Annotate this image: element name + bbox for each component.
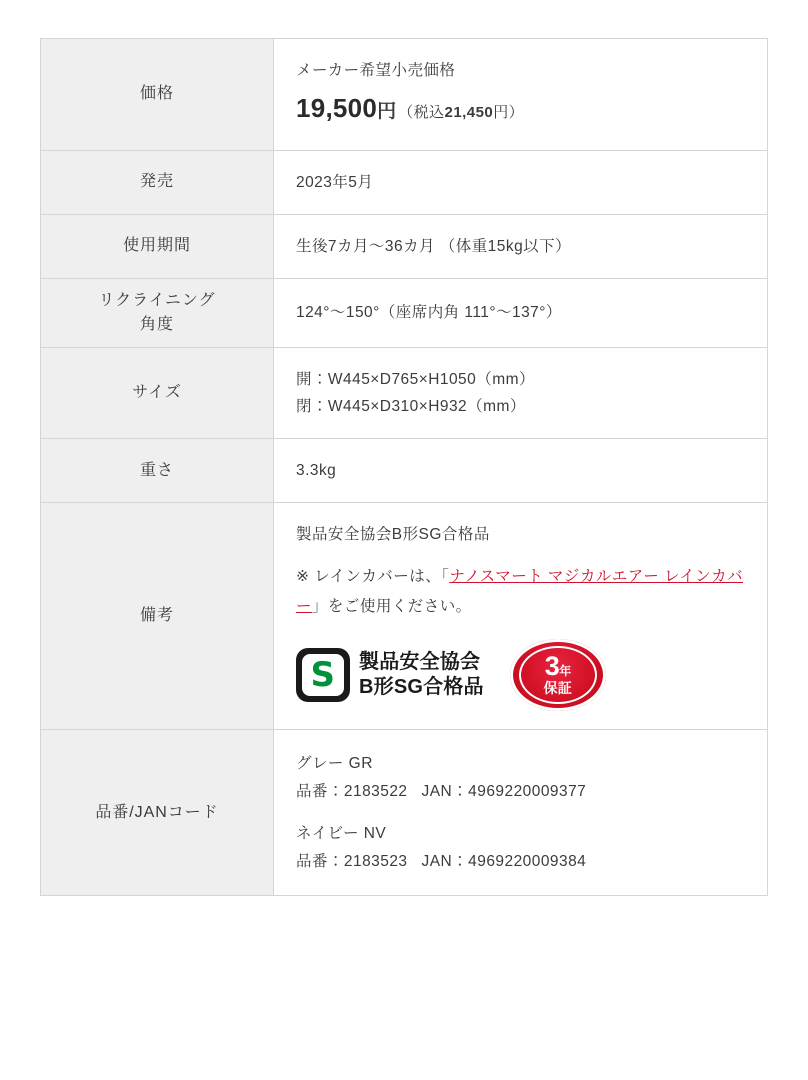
table-row-recline-angle [41, 278, 768, 347]
row-value-recline-angle: 124°〜150°（座席内角 111°〜137°） [296, 304, 562, 322]
price-currency: 円 [377, 101, 397, 123]
model-code-grey: 品番：2183522 [296, 783, 408, 801]
table-row-weight [41, 439, 768, 503]
price-tax-note [398, 104, 524, 121]
row-label-usage-period: 使用期間 [41, 214, 274, 278]
warranty-number [544, 651, 571, 682]
row-label-remarks: 備考 [41, 503, 274, 730]
row-label-price: 価格 [41, 39, 274, 151]
sg-badge-text [359, 650, 484, 701]
model-jan-grey [296, 778, 745, 805]
warranty-number-value: 3 [544, 651, 560, 682]
sg-certification-badge [296, 648, 484, 702]
warranty-badge-icon [510, 639, 606, 711]
remarks-note-suffix: 」をご使用ください。 [311, 597, 472, 615]
row-value-weight: 3.3kg [296, 462, 337, 480]
table-row-release [41, 150, 768, 214]
row-value-remarks [274, 503, 768, 730]
sg-mark-icon [296, 648, 350, 702]
price-main-line [296, 86, 745, 132]
remarks-raincover-note [296, 562, 745, 621]
row-label-recline-angle [41, 278, 274, 347]
model-jan-navy [296, 848, 745, 875]
row-label-recline-angle-line2: 角度 [140, 315, 174, 333]
price-amount: 19,500 [296, 93, 378, 124]
warranty-badge-inner [519, 646, 597, 704]
price-tax-close: 円） [493, 104, 525, 122]
row-label-size: サイズ [41, 347, 274, 438]
remarks-note-prefix: ※ レインカバーは、「 [296, 568, 450, 586]
size-open-dimensions: 開：W445×D765×H1050（mm） [296, 370, 535, 388]
row-value-size [274, 347, 768, 438]
jan-code-grey: JAN：4969220009377 [421, 783, 587, 801]
jan-code-navy: JAN：4969220009384 [421, 852, 587, 870]
table-row-price [41, 39, 768, 151]
row-value-release: 2023年5月 [296, 173, 374, 191]
row-label-recline-angle-line1: リクライニング [98, 291, 216, 309]
table-row-remarks [41, 503, 768, 730]
row-label-weight: 重さ [41, 439, 274, 503]
row-value-model-jan [274, 730, 768, 896]
sg-badge-line1: 製品安全協会 [359, 650, 481, 673]
raincover-product-link[interactable]: ナノスマート マジカルエアー レインカバー [296, 568, 744, 615]
price-tax-open: （税込 [398, 104, 445, 122]
row-value-usage-period: 生後7カ月〜36カ月 （体重15kg以下） [296, 237, 572, 255]
table-row-size [41, 347, 768, 438]
row-label-release: 発売 [41, 150, 274, 214]
table-row-usage-period [41, 214, 768, 278]
price-tax-amount: 21,450 [444, 104, 494, 122]
remarks-badges [296, 639, 745, 711]
row-value-price [274, 39, 768, 151]
size-closed-dimensions: 閉：W445×D310×H932（mm） [296, 398, 526, 415]
remarks-sg-text: 製品安全協会B形SG合格品 [296, 526, 490, 544]
warranty-unit: 年 [559, 664, 571, 679]
color-name-navy: ネイビー NV [296, 824, 387, 842]
row-label-model-jan: 品番/JANコード [41, 730, 274, 896]
product-spec-table [40, 38, 768, 896]
model-code-navy: 品番：2183523 [296, 852, 408, 870]
warranty-label: 保証 [543, 679, 573, 696]
table-row-model-jan [41, 730, 768, 896]
sg-badge-line2: B形SG合格品 [359, 676, 484, 699]
price-lead-text: メーカー希望小売価格 [296, 62, 456, 79]
color-name-grey: グレー GR [296, 755, 373, 773]
